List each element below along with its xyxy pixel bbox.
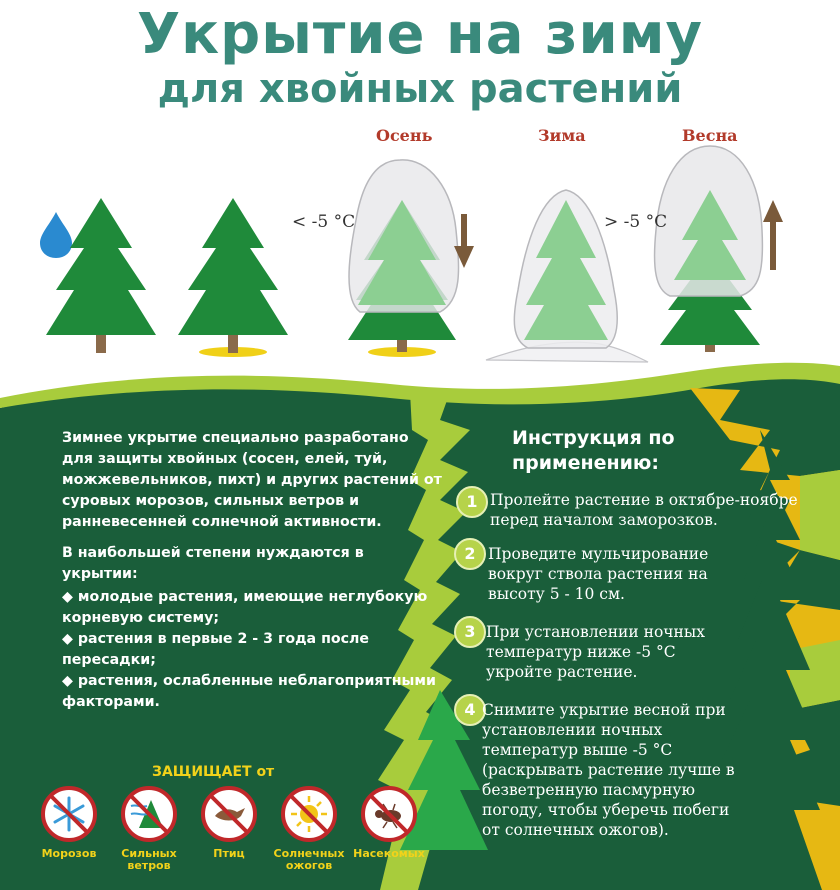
page-title: Укрытие на зиму xyxy=(136,2,704,67)
snowflake-icon xyxy=(41,786,97,842)
water-drop-icon xyxy=(40,212,72,258)
temp-below-label: < -5 °C xyxy=(292,212,356,232)
tree-autumn-covered xyxy=(348,160,459,357)
step-text: Проведите мульчирование вокруг ствола растения на высоту 5 - 10 см. xyxy=(488,545,709,603)
tree-watered xyxy=(46,198,156,353)
bird-icon xyxy=(201,786,257,842)
season-spring-label: Весна xyxy=(682,126,738,145)
description-block xyxy=(62,428,442,713)
step-text: Снимите укрытие весной при установлении ночных температур выше -5 °C (раскрывать растение лучше в безветренную пасмурную погоду, чтобы уберечь побеги от солнечных ожогов). xyxy=(482,701,735,839)
description-bullet: ◆ растения, ослабленные неблагоприятными факторами. xyxy=(62,673,436,710)
sun-icon xyxy=(281,786,337,842)
description-bullet: ◆ молодые растения, имеющие неглубокую корневую систему; xyxy=(62,589,428,626)
protect-item-insects xyxy=(344,786,434,860)
step-number-badge: 4 xyxy=(454,694,486,726)
protect-label: Сильных ветров xyxy=(121,847,177,872)
protect-label: Солнечных ожогов xyxy=(273,847,345,872)
protect-label: Птиц xyxy=(213,847,245,860)
protect-item-birds xyxy=(184,786,274,860)
wind-tree-icon xyxy=(121,786,177,842)
season-winter-label: Зима xyxy=(538,126,586,145)
protect-label: Насекомых xyxy=(353,847,425,860)
tree-spring-uncovered xyxy=(655,146,763,352)
step-number-badge: 3 xyxy=(454,616,486,648)
description-bullet: ◆ растения в первые 2 - 3 года после пересадки; xyxy=(62,631,370,668)
page-subtitle: для хвойных растений xyxy=(157,66,683,112)
up-arrow-icon xyxy=(763,200,783,270)
season-autumn-label: Осень xyxy=(376,126,433,145)
insect-icon xyxy=(361,786,417,842)
step-number-badge: 1 xyxy=(456,486,488,518)
description-paragraph-1: Зимнее укрытие специально разработано для защиты хвойных (сосен, елей, туй, можжевельников, пихт) и других растений от суровых морозов, сильных ветров и ранневесенней солнечной активности. xyxy=(62,430,442,530)
protect-item-sunburn xyxy=(264,786,354,872)
tree-mulched xyxy=(178,198,288,357)
protects-heading: ЗАЩИЩАЕТ от xyxy=(152,764,275,780)
temp-above-label: > -5 °C xyxy=(604,212,668,232)
description-paragraph-2: В наибольшей степени нуждаются в укрытии: xyxy=(62,545,364,582)
step-text: Пролейте растение в октябре-ноябре перед началом заморозков. xyxy=(490,491,798,529)
step-number-badge: 2 xyxy=(454,538,486,570)
protect-item-frost xyxy=(24,786,114,860)
protect-label: Морозов xyxy=(41,847,97,860)
protect-item-wind xyxy=(104,786,194,872)
instructions-title: Инструкция по применению: xyxy=(512,427,675,474)
step-text: При установлении ночных температур ниже -5 °C укройте растение. xyxy=(486,623,705,681)
